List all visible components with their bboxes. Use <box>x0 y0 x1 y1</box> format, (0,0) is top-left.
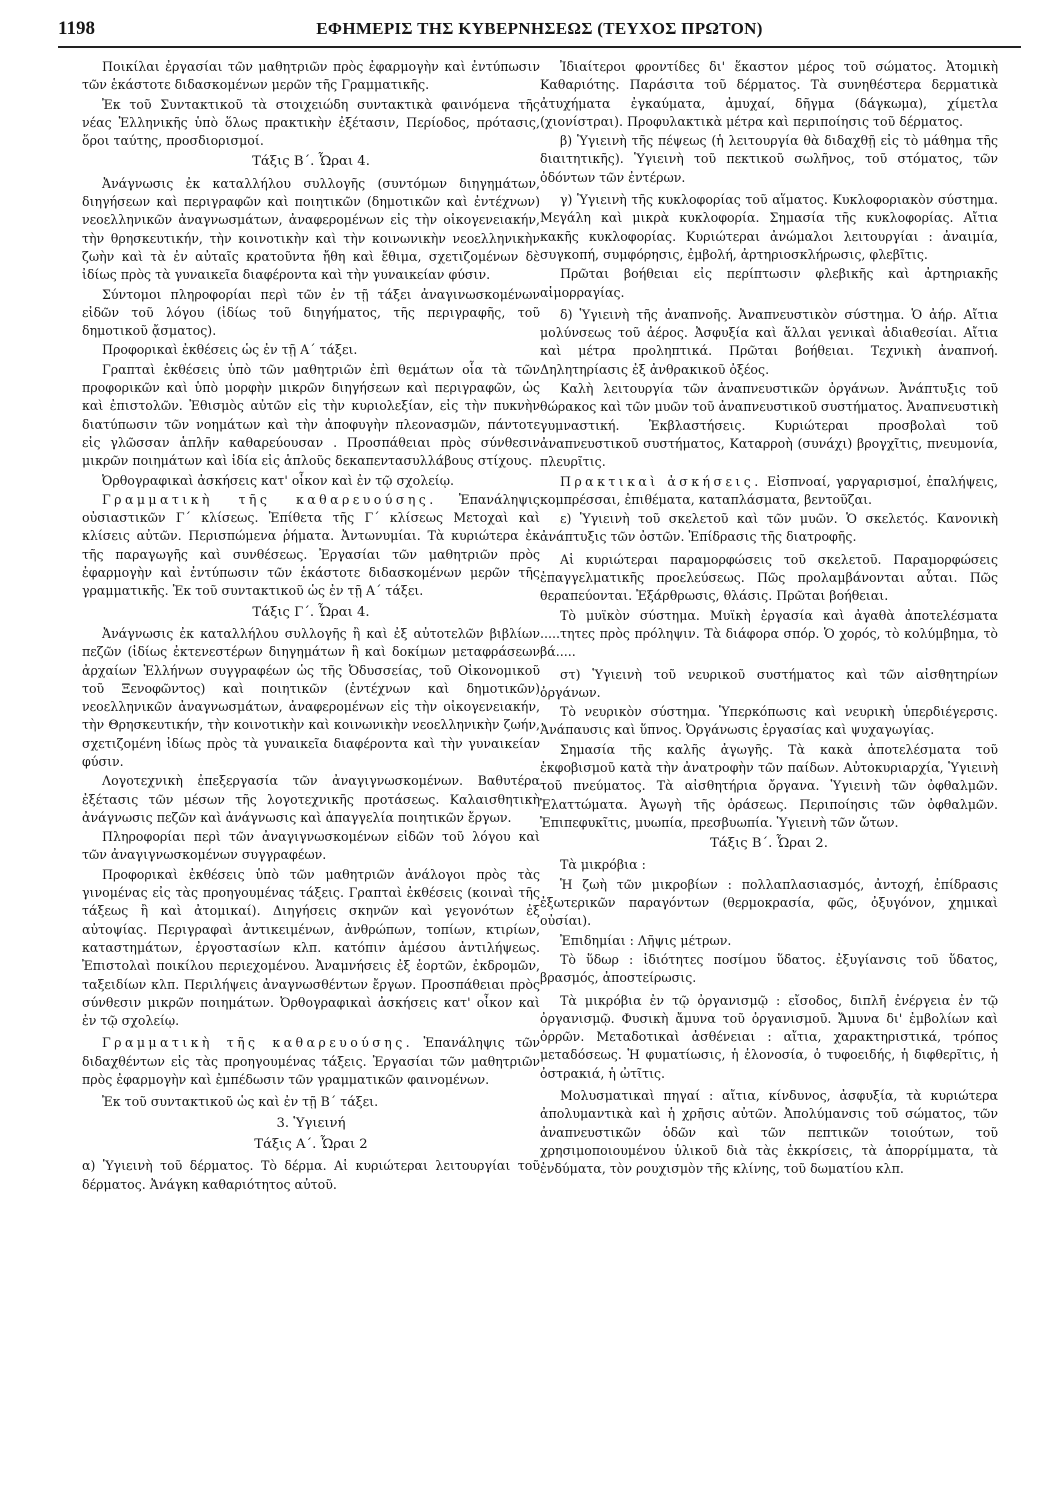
spaced-heading: Πρακτικαὶ ἀσκήσεις. <box>560 473 762 489</box>
paragraph: Τὰ μικρόβια ἐν τῷ ὀργανισμῷ : εἴσοδος, διπλῆ ἐνέργεια ἐν τῷ ὀργανισμῷ. Φυσικὴ ἄμυνα τοῦ ὀργανισμοῦ. Ἄμυνα δι' ἐμβολίων καὶ ὀρρῶν. Μεταδοτικαὶ ἀσθένειαι : αἴτια, χαρακτηριστικά, τρόπος μεταδόσεως. Ἡ φυματίωσις, ἡ ἑλονοσία, ὁ τυφοειδής, ἡ διφθερῖτις, ἡ ὀστρακιά, ἡ ὠτῖτις. <box>540 992 998 1081</box>
paragraph: Ἐκ τοῦ Συντακτικοῦ τὰ στοιχειώδη συντακτικὰ φαινόμενα τῆς νέας Ἑλληνικῆς ὑπὸ ὅλως πρακτικὴν ἐξέτασιν, Περίοδος, πρότασις, ὅροι ταύτης, προσδιορισμοί. <box>82 96 540 149</box>
paragraph: Λογοτεχνικὴ ἐπεξεργασία τῶν ἀναγιγνωσκομένων. Βαθυτέρα ἐξέτασις τῶν μέσων τῆς λογοτεχνικῆς προτάσεως. Καλαισθητικὴ ἀνάγνωσις πεζῶν καὶ ἀνάγνωσις καὶ ἀπαγγελία ποιητικῶν ἔργων. <box>82 773 540 825</box>
paragraph <box>82 1034 540 1089</box>
paragraph: Τὰ μικρόβια : <box>560 857 646 873</box>
paragraph <box>82 491 540 601</box>
paragraph: α) Ὑγιεινὴ τοῦ δέρματος. Τὸ δέρμα. Αἱ κυριώτεραι λειτουργίαι τοῦ δέρματος. Ἀνάγκη καθαριότητος αὐτοῦ. <box>82 1158 540 1192</box>
section-heading: Τάξις Β΄. Ὧραι 4. <box>252 154 370 170</box>
paragraph: Ποικίλαι ἐργασίαι τῶν μαθητριῶν πρὸς ἐφαρμογὴν καὶ ἐντύπωσιν τῶν ἑκάστοτε διδασκομένων μερῶν τῆς Γραμματικῆς. <box>82 59 540 93</box>
paragraph: Τὸ ὕδωρ : ἰδιότητες ποσίμου ὕδατος. ἐξυγίανσις τοῦ ὕδατος, βρασμός, ἀποστείρωσις. <box>540 951 998 986</box>
paragraph-text: Εἰσπνοαί, γαργαρισμοί, ἐπαλήψεις, κομπρέσσαι, ἐπιθέματα, καταπλάσματα, βεντοῦζαι. <box>540 473 998 507</box>
paragraph: Ἐπιδημίαι : Λῆψις μέτρων. <box>560 932 732 948</box>
left-column <box>82 58 540 1195</box>
section-heading: Τάξις Α΄. Ὧραι 2 <box>254 1136 368 1152</box>
paragraph: Ἀνάγνωσις ἐκ καταλλήλου συλλογῆς ἢ καὶ ἐξ αὐτοτελῶν βιβλίων πεζῶν (ἰδίως ἐκτενεστέρων διηγημάτων ἢ καὶ δοκίμων μεταφράσεων ἀρχαίων Ἑλλήνων συγγραφέων ὡς τῆς Ὀδυσσείας, τοῦ Οἰκονομικοῦ τοῦ Ξενοφῶντος) καὶ ποιητικῶν (ἐντέχνων καὶ δημοτικῶν) νεοελληνικῶν ἀναγνωσμάτων, ἀναφερομένων εἰς τὴν οἰκογενειακήν, τὴν Θρησκευτικήν, τὴν κοινοτικὴν καὶ κοινωνικὴν νεοελληνικὴν ζωήν, σχετιζομένη ἰδίως πρὸς τὰ γυναικεῖα διαφέροντα καὶ τὴν γυναικείαν φύσιν. <box>82 625 540 769</box>
paragraph-text: Ἐπανάληψις τῶν διδαχθέντων εἰς τὰς προηγουμένας τάξεις. Ἐργασίαι τῶν μαθητριῶν πρὸς ἐφαρμογὴν καὶ ἐμπέδωσιν τῶν γραμματικῶν φαινομένων. <box>82 1035 540 1088</box>
paragraph: Τὸ μυϊκὸν σύστημα. Μυϊκὴ ἐργασία καὶ ἀγαθὰ ἀποτελέσματα .....τητες πρὸς πρόληψιν. Τὰ διάφορα σπόρ. Ὁ χορός, τὸ κολύμβημα, τὸ βά..... <box>540 607 998 660</box>
paragraph: Ὀρθογραφικαὶ ἀσκήσεις κατ' οἶκον καὶ ἐν τῷ σχολείῳ. <box>102 472 454 488</box>
section-heading: 3. Ὑγιεινή <box>276 1115 346 1131</box>
page-header <box>58 14 1021 48</box>
section-heading: Τάξις Γ΄. Ὧραι 4. <box>252 604 370 620</box>
spaced-heading: Γραμματικὴ τῆς καθαρευούσης. <box>102 1035 414 1051</box>
paragraph <box>540 473 998 510</box>
running-title: ΕΦΗΜΕΡΙΣ ΤΗΣ ΚΥΒΕΡΝΗΣΕΩΣ (ΤΕΥΧΟΣ ΠΡΩΤΟΝ) <box>316 19 763 38</box>
paragraph: Ἀνάγνωσις ἐκ καταλλήλου συλλογῆς (συντόμων διηγημάτων, διηγήσεων καὶ περιγραφῶν καὶ ποιητικῶν (δημοτικῶν καὶ ἐντέχνων) νεοελληνικῶν ἀναγνωσμάτων, ἀναφερομένων εἰς τὴν οἰκογενειακήν, τὴν θρησκευτικήν, τὴν κοινοτικὴν καὶ τὴν κοινωνικὴν νεοελληνικὴν ζωὴν καὶ τὰ ἐν αὐταῖς κρατοῦντα ἤθη καὶ ἔθιμα, σχετιζομένων δὲ ἰδίως πρὸς τὰ γυναικεῖα διαφέροντα καὶ τὴν γυναικείαν φύσιν. <box>82 175 540 283</box>
paragraph: Προφορικαὶ ἐκθέσεις ὑπὸ τῶν μαθητριῶν ἀνάλογοι πρὸς τὰς γινομένας εἰς τὰς προηγουμένας τάξεις. Γραπταὶ ἐκθέσεις (κοιναὶ τῆς τάξεως ἢ καὶ ἀτομικαί). Διηγήσεις σκηνῶν καὶ γεγονότων ἐξ αὐτοψίας. Περιγραφαὶ ἀντικειμένων, ἀνθρώπων, τοπίων, κτιρίων, καταστημάτων, ἐργοστασίων κλπ. κατόπιν ἀμέσου ἀντιλήψεως. Ἐπιστολαὶ ποικίλου περιεχομένου. Ἀναμνήσεις ἐξ ἑορτῶν, ἐκδρομῶν, ταξειδίων κλπ. Περιλήψεις ἀναγνωσθέντων ἔργων. Προσπάθειαι πρὸς σύνθεσιν μικρῶν ποιημάτων. Ὀρθογραφικαὶ ἀσκήσεις κατ' οἶκον καὶ ἐν τῷ σχολείῳ. <box>82 866 540 1029</box>
paragraph: Σύντομοι πληροφορίαι περὶ τῶν ἐν τῇ τάξει ἀναγινωσκομένων εἰδῶν τοῦ λόγου (ἰδίως τοῦ διηγήματος, τῆς περιγραφῆς, τοῦ δημοτικοῦ ᾄσματος). <box>82 286 540 339</box>
paragraph: Πρῶται βοήθειαι εἰς περίπτωσιν φλεβικῆς καὶ ἀρτηριακῆς αἱμορραγίας. <box>540 266 998 300</box>
paragraph: Σημασία τῆς καλῆς ἀγωγῆς. Τὰ κακὰ ἀποτελέσματα τοῦ ἐκφοβισμοῦ κατὰ τὴν ἀνατροφὴν τῶν παίδων. Αὐτοκυριαρχία, Ὑγιεινὴ τοῦ πνεύματος. Τὰ αἰσθητήρια ὄργανα. Ὑγιεινὴ τῶν ὀφθαλμῶν. Ἐλαττώματα. Ἀγωγὴ τῆς ὁράσεως. Περιποίησις τῶν ὀφθαλμῶν. Ἐπιπεφυκῖτις, μυωπία, πρεσβυωπία. Ὑγιεινὴ τῶν ὤτων. <box>540 741 998 830</box>
paragraph: Μολυσματικαὶ πηγαί : αἴτια, κίνδυνος, ἀσφυξία, τὰ κυριώτερα ἀπολυμαντικὰ καὶ ἡ χρῆσις αὐτῶν. Ἀπολύμανσις τοῦ σώματος, τῶν ἀναπνευστικῶν ὁδῶν καὶ τῶν πεπτικῶν τοιούτων, τοῦ χρησιμοποιουμένου ὑλικοῦ διὰ τὰς ἐκκρίσεις, τὰ ἀπορρίμματα, τὰ ἐνδύματα, τὸν ρουχισμὸν τῆς κλίνης, τοῦ δωματίου κλπ. <box>540 1088 998 1177</box>
paragraph: Ἐκ τοῦ συντακτικοῦ ὡς καὶ ἐν τῇ Β΄ τάξει. <box>102 1094 379 1110</box>
paragraph: Τὸ νευρικὸν σύστημα. Ὑπερκόπωσις καὶ νευρικὴ ὑπερδιέγερσις. Ἀνάπαυσις καὶ ὕπνος. Ὀργάνωσις ἐργασίας καὶ ψυχαγωγίας. <box>540 704 998 738</box>
paragraph: β) Ὑγιεινὴ τῆς πέψεως (ἡ λειτουργία θὰ διδαχθῇ εἰς τὸ μάθημα τῆς διαιτητικῆς). Ὑγιεινὴ τοῦ πεκτικοῦ σωλῆνος, τοῦ στόματος, τῶν ὀδόντων τῶν ἐντέρων. <box>540 133 998 185</box>
paragraph: Προφορικαὶ ἐκθέσεις ὡς ἐν τῇ Α΄ τάξει. <box>102 342 358 358</box>
section-heading: Τάξις Β΄. Ὧραι 2. <box>710 836 828 852</box>
paragraph: Ἡ ζωὴ τῶν μικροβίων : πολλαπλασιασμός, ἀντοχή, ἐπίδρασις ἐξωτερικῶν παραγόντων (θερμοκρασία, φῶς, ὀξυγόνον, χημικαὶ οὐσίαι). <box>540 876 998 929</box>
paragraph: Αἱ κυριώτεραι παραμορφώσεις τοῦ σκελετοῦ. Παραμορφώσεις ἐπαγγελματικῆς προελεύσεως. Πῶς προλαμβάνονται αὗται. Πῶς θεραπεύονται. Ἐξάρθρωσις, θλάσις. Πρῶται βοήθειαι. <box>540 551 998 604</box>
paragraph: Πληροφορίαι περὶ τῶν ἀναγιγνωσκομένων εἰδῶν τοῦ λόγου καὶ τῶν ἀναγιγνωσκομένων συγγραφέων. <box>82 829 540 863</box>
paragraph: Γραπταὶ ἐκθέσεις ὑπὸ τῶν μαθητριῶν ἐπὶ θεμάτων οἷα τὰ τῶν προφορικῶν καὶ ὑπὸ μορφὴν μικρῶν διηγήσεων καὶ περιγραφῶν, ὡς καὶ ἐπιστολῶν. Ἐθισμὸς αὐτῶν εἰς τὴν κυριολεξίαν, εἰς τὴν πυκνὴν διατύπωσιν τῶν νοημάτων καὶ τὴν ἀποφυγὴν πλεονασμῶν, πάντοτε εἰς γλῶσσαν ἁπλῆν καθαρεύουσαν . Προσπάθειαι πρὸς σύνθεσιν μικρῶν ποιημάτων καὶ ἰδία εἰς ἁπλοῦς δεκαπεντασυλλάβους στίχους. <box>82 361 540 469</box>
paragraph: στ) Ὑγιεινὴ τοῦ νευρικοῦ συστήματος καὶ τῶν αἰσθητηρίων ὀργάνων. <box>540 666 998 700</box>
paragraph-text: Ἐπανάληψις οὐσιαστικῶν Γ΄ κλίσεως. Ἐπίθετα τῆς Γ΄ κλίσεως Μετοχαὶ καὶ κλίσεις αὐτῶν. Περισπώμενα ῥήματα. Ἀντωνυμίαι. Τὰ κυριώτερα ἐκ τῆς παραγωγῆς καὶ συνθέσεως. Ἐργασίαι τῶν μαθητριῶν πρὸς ἐφαρμογὴν καὶ ἐντύπωσιν τῶν ἑκάστοτε διδασκομένων μερῶν τῆς γραμματικῆς. Ἐκ τοῦ συντακτικοῦ ὡς ἐν τῇ Α΄ τάξει. <box>82 491 540 599</box>
paragraph: γ) Ὑγιεινὴ τῆς κυκλοφορίας τοῦ αἵματος. Κυκλοφοριακὸν σύστημα. Μεγάλη καὶ μικρὰ κυκλοφορία. Σημασία τῆς κυκλοφορίας. Αἴτια κακῆς κυκλοφορίας. Κυριώτεραι ἀνώμαλοι λειτουργίαι : ἀναιμία, συγκοπή, συμφόρησις, ἐμβολή, ἀρτηριοσκλήρωσις, φλεβῖτις. <box>540 192 998 262</box>
paragraph: ε) Ὑγιεινὴ τοῦ σκελετοῦ καὶ τῶν μυῶν. Ὁ σκελετός. Κανονικὴ ἀνάπτυξις τῶν ὀστῶν. Ἐπίδρασις τῆς διατροφῆς. <box>540 511 998 545</box>
right-column <box>540 58 998 1180</box>
paragraph: Καλὴ λειτουργία τῶν ἀναπνευστικῶν ὀργάνων. Ἀνάπτυξις τοῦ θώρακος καὶ τῶν μυῶν τοῦ ἀναπνευστικοῦ συστήματος. Ἀναπνευστικὴ γυμναστική. Ἐκβλαστήσεις. Κυριώτεραι προσβολαὶ τοῦ ἀναπνευστικοῦ συστήματος, Καταρροὴ (συνάχι) βρογχῖτις, πνευμονία, πλευρῖτις. <box>540 381 998 470</box>
paragraph: Ἰδιαίτεροι φροντίδες δι' ἕκαστον μέρος τοῦ σώματος. Ἀτομικὴ Καθαριότης. Παράσιτα τοῦ δέρματος. Τὰ συνηθέστερα δερματικὰ ἀτυχήματα ἐγκαύματα, ἀμυχαί, δῆγμα (δάγκωμα), χίμετλα (χιονίστραι). Προφυλακτικὰ μέτρα καὶ περιποίησις τοῦ δέρματος. <box>540 59 998 129</box>
page-number: 1198 <box>58 18 95 39</box>
paragraph: δ) Ὑγιεινὴ τῆς ἀναπνοῆς. Ἀναπνευστικὸν σύστημα. Ὁ ἀήρ. Αἴτια μολύνσεως τοῦ ἀέρος. Ἀσφυξία καὶ ἄλλαι γενικαὶ ἀδιαθεσίαι. Αἴτια καὶ μέτρα προληπτικά. Πρῶται βοήθειαι. Τεχνικὴ ἀναπνοή. Δηλητηρίασις ἐξ ἀνθρακικοῦ ὀξέος. <box>540 306 998 377</box>
spaced-heading: Γραμματικὴ τῆς καθαρευούσης. <box>102 491 437 507</box>
